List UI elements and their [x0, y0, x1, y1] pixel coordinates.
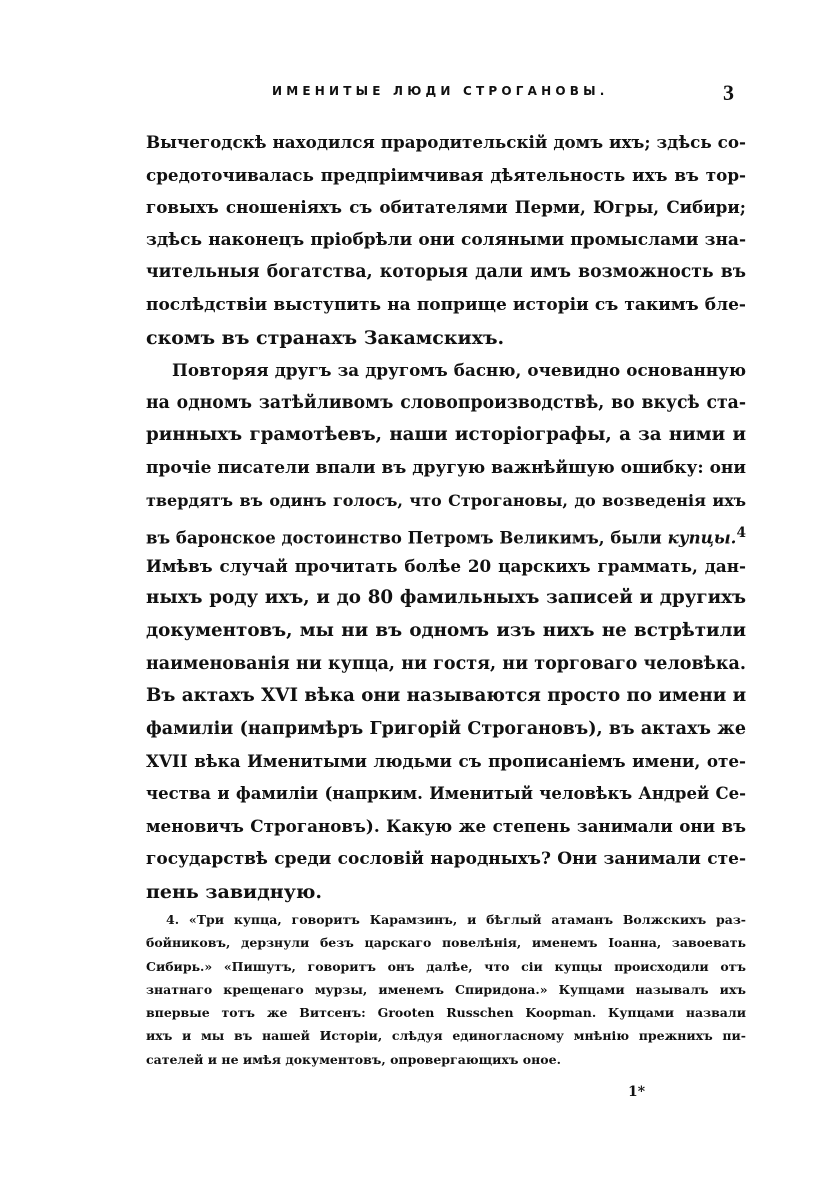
page-number: 3 [723, 80, 734, 105]
text-line: XVII вѣка Именитыми людьми съ прописаніемъ имени, оте- [146, 751, 746, 772]
text-line: Повторяя другъ за другомъ басню, очевидно основанную [172, 360, 746, 381]
footnote-line: ихъ и мы въ нашей Исторіи, слѣдуя единогласному мнѣнію прежнихъ пи- [146, 1028, 746, 1044]
footnote [146, 908, 746, 1071]
text-line: фамиліи (напримѣръ Григорій Строгановъ), въ актахъ же [146, 718, 746, 739]
footnote-line: 4. «Три купца, говоритъ Карамзинъ, и бѣглый атаманъ Волжскихъ раз- [166, 912, 746, 927]
text-line: чительныя богатства, которыя дали имъ возможность въ [146, 262, 746, 283]
text-line: здѣсь наконецъ пріобрѣли они соляными промыслами зна- [146, 229, 746, 250]
text-line: ринныхъ грамотѣевъ, наши исторіографы, а за ними и [146, 424, 746, 446]
text-segment: въ баронское достоинство Петромъ Великимъ, были [146, 528, 662, 548]
text-line: наименованія ни купца, ни гостя, ни торговаго человѣка. [146, 653, 746, 674]
text-line: прочіе писатели впали въ другую важнѣйшую ошибку: они [146, 457, 746, 478]
footnote-line: знатнаго крещенаго мурзы, именемъ Спиридона.» Купцами называлъ ихъ [146, 981, 746, 997]
footnote-line: сателей и не имѣя документовъ, опровергающихъ оное. [146, 1051, 561, 1067]
text-line: средоточивалась предпріимчивая дѣятельность ихъ въ тор- [146, 164, 746, 185]
running-title: ИМЕНИТЫЕ ЛЮДИ СТРОГАНОВЫ. [272, 84, 609, 98]
text-line: Въ актахъ XVI вѣка они называются просто по имени и [146, 685, 747, 707]
text-line: твердятъ въ одинъ голосъ, что Строгановы, до возведенія ихъ [146, 490, 746, 510]
footnote-line: бойниковъ, дерзнули безъ царскаго повелѣнія, именемъ Іоанна, завоевать [146, 935, 746, 951]
text-line: государствѣ среди сословій народныхъ? Они занимали сте- [146, 849, 746, 870]
main-text [146, 126, 746, 908]
footnote-reference: 4 [736, 525, 747, 542]
text-line: документовъ, мы ни въ одномъ изъ нихъ не встрѣтили [146, 619, 746, 641]
footnote-line: Сибирь.» «Пишутъ, говоритъ онъ далѣе, что сіи купцы происходили отъ [146, 958, 746, 974]
text-line: ныхъ роду ихъ, и до 80 фамильныхъ записей и другихъ [146, 587, 746, 609]
text-line: меновичъ Строгановъ). Какую же степень занимали они въ [146, 816, 746, 837]
emphasis-word: купцы. [667, 528, 737, 548]
text-line: послѣдствіи выступить на поприще исторіи съ такимъ бле- [146, 294, 746, 315]
text-line: пень завидную. [146, 880, 322, 903]
text-line: Вычегодскѣ находился прародительскій домъ ихъ; здѣсь со- [146, 132, 746, 152]
signature-mark: 1* [628, 1084, 646, 1100]
text-line: говыхъ сношеніяхъ съ обитателями Перми, Югры, Сибири; [146, 197, 746, 218]
text-line: Имѣвъ случай прочитать болѣе 20 царскихъ граммать, дан- [146, 555, 746, 576]
text-line: чества и фамиліи (напрким. Именитый человѣкъ Андрей Се- [146, 783, 746, 803]
text-line-with-emphasis [146, 517, 746, 550]
footnote-line: впервые тотъ же Витсенъ: Grooten Russchen Koopman. Купцами назвали [146, 1005, 746, 1021]
text-line: на одномъ затѣйливомъ словопроизводствѣ, во вкусѣ ста- [146, 392, 746, 413]
text-line: скомъ въ странахъ Закамскихъ. [146, 326, 505, 349]
